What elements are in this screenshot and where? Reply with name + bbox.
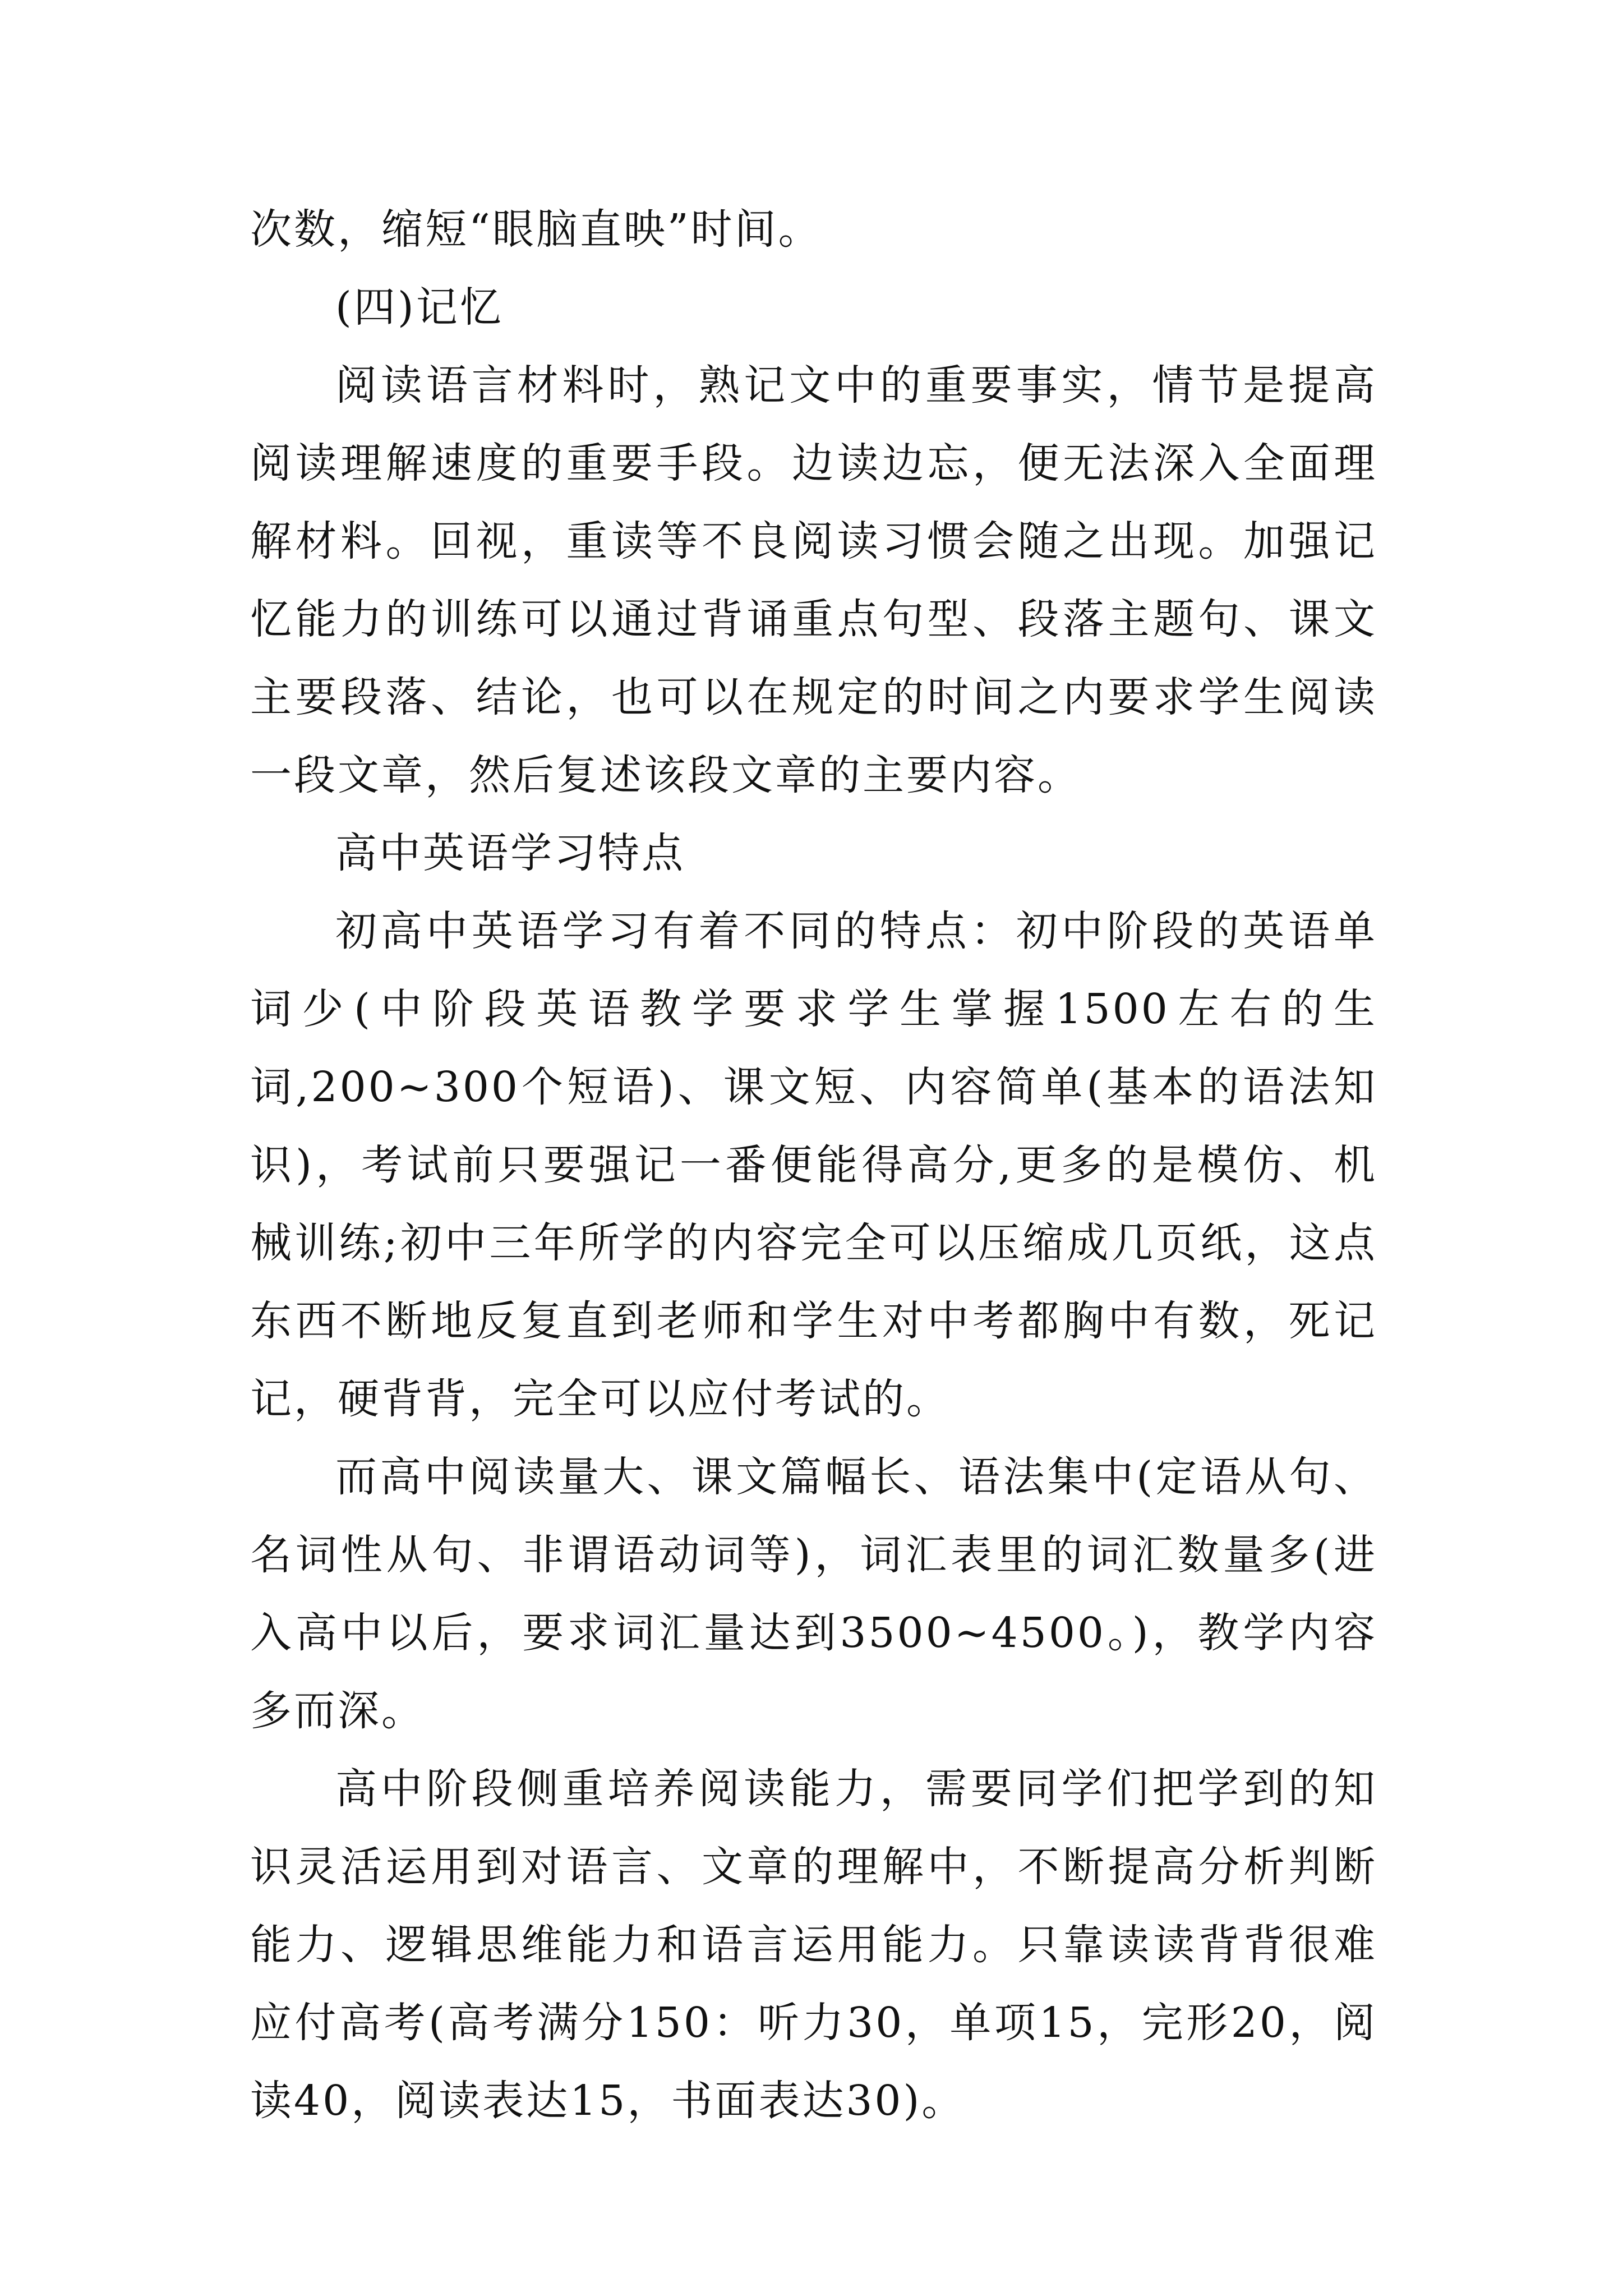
paragraph-reading-ability: 高中阶段侧重培养阅读能力，需要同学们把学到的知识灵活运用到对语言、文章的理解中，不断提高分析判断能力、逻辑思维能力和语言运用能力。只靠读读背背很难应付高考(高考满分150：听力30，单项15，完形20，阅读40，阅读表达15，书面表达30)。 <box>250 1765 1377 2125</box>
paragraph-junior-vs-senior: 初高中英语学习有着不同的特点：初中阶段的英语单词少(中阶段英语教学要求学生掌握1500左右的生词,200~300个短语)、课文短、内容简单(基本的语法知识)，考试前只要强记一番便能得高分,更多的是模仿、机械训练;初中三年所学的内容完全可以压缩成几页纸，这点东西不断地反复直到老师和学生对中考都胸中有数，死记记，硬背背，完全可以应付考试的。 <box>250 907 1377 1423</box>
section-heading-high-school-english: 高中英语学习特点 <box>335 829 685 877</box>
paragraph-memory: 阅读语言材料时，熟记文中的重要事实，情节是提高阅读理解速度的重要手段。边读边忘，便无法深入全面理解材料。回视，重读等不良阅读习惯会随之出现。加强记忆能力的训练可以通过背诵重点句型、段落主题句、课文主要段落、结论，也可以在规定的时间之内要求学生阅读一段文章，然后复述该段文章的主要内容。 <box>250 361 1377 799</box>
paragraph-continuation: 次数，缩短“眼脑直映”时间。 <box>250 205 822 254</box>
document-body <box>250 191 1377 2140</box>
paragraph-senior-reading: 而高中阅读量大、课文篇幅长、语法集中(定语从句、名词性从句、非谓语动词等)，词汇表里的词汇数量多(进入高中以后，要求词汇量达到3500~4500。)，教学内容多而深。 <box>250 1453 1377 1735</box>
section-heading-memory: (四)记忆 <box>335 283 504 332</box>
